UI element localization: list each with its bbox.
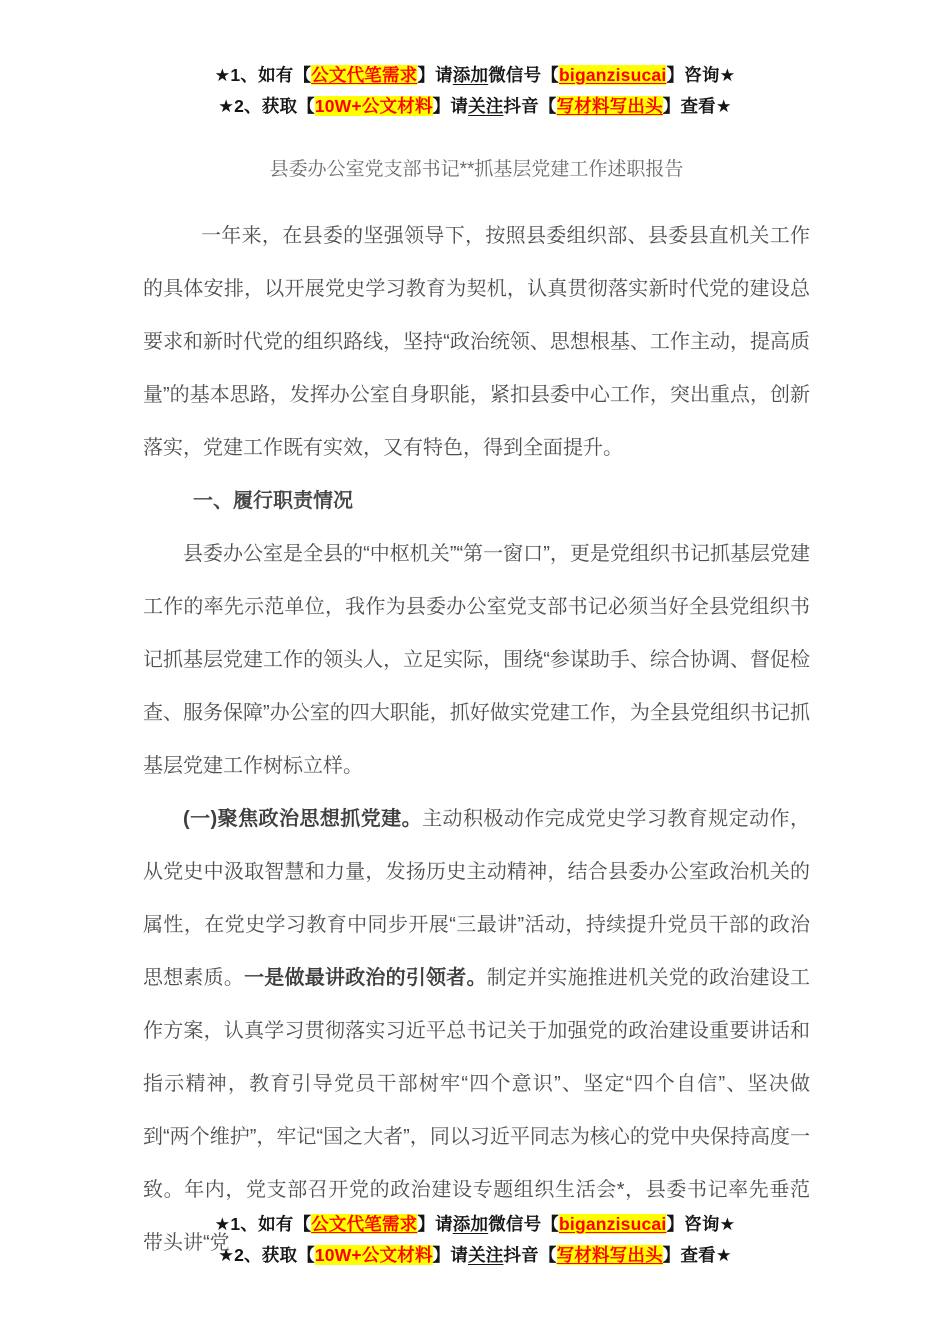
promo-header xyxy=(0,0,950,122)
promo-footer xyxy=(0,1209,950,1271)
promo-footer-line-2 xyxy=(0,1240,950,1271)
promo-text: ★1、如有【 xyxy=(214,1214,312,1234)
promo-text: 】查看★ xyxy=(662,96,732,116)
paragraph-duty: 县委办公室是全县的“中枢机关”“第一窗口”，更是党组织书记抓基层党建工作的率先示范单位，我作为县委办公室党支部书记必须当好全县党组织书记抓基层党建工作的领头人，立足实际，围绕“参谋助手、综合协调、督促检查、服务保障”办公室的四大职能，抓好做实党建工作，为全县党组织书记抓基层党建工作树标立样。 xyxy=(143,543,810,777)
promo-highlight-service: 公文代笔需求 xyxy=(311,1214,418,1234)
promo-text: 】咨询★ xyxy=(666,1214,736,1234)
promo-text: ★2、获取【 xyxy=(218,96,315,116)
section-heading-1: 一、履行职责情况 xyxy=(193,490,353,512)
promo-underlined-action: 添加 xyxy=(452,65,489,85)
promo-text: 】查看★ xyxy=(662,1245,732,1265)
promo-text: 】请 xyxy=(417,1214,453,1234)
promo-text: ★2、获取【 xyxy=(218,1245,315,1265)
promo-text: 微信号【 xyxy=(488,1214,559,1234)
promo-text: 】请 xyxy=(432,96,469,116)
document-title: 县委办公室党支部书记**抓基层党建工作述职报告 xyxy=(269,159,684,180)
promo-douyin-id: 写材料写出头 xyxy=(556,1245,663,1265)
bold-run-subheading-1: (一)聚焦政治思想抓党建。 xyxy=(183,808,423,830)
promo-footer-line-1 xyxy=(0,1209,950,1240)
promo-text: 抖音【 xyxy=(503,1245,557,1265)
promo-wechat-id: biganzisucai xyxy=(559,65,667,85)
promo-underlined-action: 关注 xyxy=(468,96,504,116)
document-body xyxy=(143,210,810,1270)
promo-header-line-1 xyxy=(0,60,950,91)
bold-run-subheading-2: 一是做最讲政治的引领者。 xyxy=(244,967,487,989)
promo-text: ★1、如有【 xyxy=(214,65,312,85)
promo-underlined-action: 添加 xyxy=(452,1214,489,1234)
text-run: 主动积极动作完成党史学习教育规定动作，从党史中汲取智慧和力量，发扬历史主动精神，结合县委办公室政治机关的属性，在党史学习教育中同步开展“三最讲”活动，持续提升党员干部的政治思想素质。 xyxy=(143,808,811,989)
paragraph-focus xyxy=(143,793,810,1270)
paragraph-intro: 一年来，在县委的坚强领导下，按照县委组织部、县委县直机关工作的具体安排，以开展党史学习教育为契机，认真贯彻落实新时代党的建设总要求和新时代党的组织路线，坚持“政治统领、思想根基、工作主动，提高质量”的基本思路，发挥办公室自身职能，紧扣县委中心工作，突出重点，创新落实，党建工作既有实效，又有特色，得到全面提升。 xyxy=(143,225,810,459)
promo-text: 】咨询★ xyxy=(666,65,736,85)
promo-highlight-materials: 10W+公文材料 xyxy=(314,96,433,116)
promo-text: 抖音【 xyxy=(503,96,557,116)
promo-text: 微信号【 xyxy=(488,65,559,85)
text-run: 制定并实施推进机关党的政治建设工作方案，认真学习贯彻落实习近平总书记关于加强党的政治建设重要讲话和指示精神，教育引导党员干部树牢“四个意识”、坚定“四个自信”、坚决做到“两个维护”，牢记“国之大者”，同以习近平同志为核心的党中央保持高度一致。年内，党支部召开党的政治建设专题组织生活会*，县委书记率先垂范带头讲“党 xyxy=(143,967,810,1254)
promo-wechat-id: biganzisucai xyxy=(559,1214,667,1234)
promo-header-line-2 xyxy=(0,91,950,122)
promo-underlined-action: 关注 xyxy=(468,1245,504,1265)
promo-highlight-service: 公文代笔需求 xyxy=(311,65,418,85)
promo-text: 】请 xyxy=(432,1245,469,1265)
promo-text: 】请 xyxy=(417,65,453,85)
promo-douyin-id: 写材料写出头 xyxy=(556,96,663,116)
promo-highlight-materials: 10W+公文材料 xyxy=(314,1245,433,1265)
